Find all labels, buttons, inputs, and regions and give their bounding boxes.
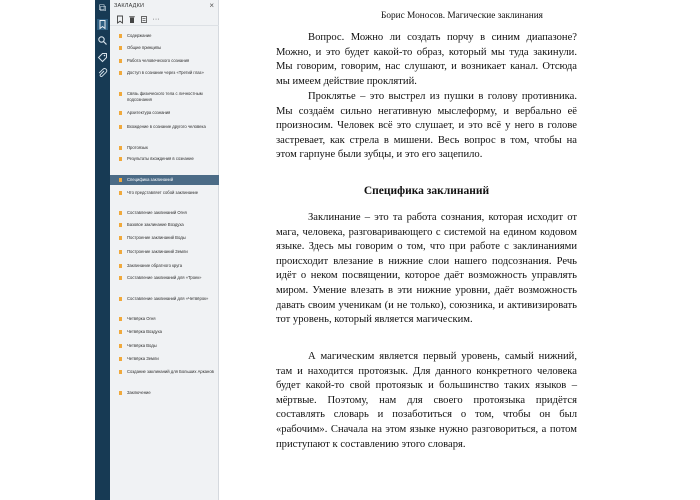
paragraph: Заклинание – это та работа сознания, которая исходит от мага, человека, разговаривающего с системой на едином кодовом языке. Здесь мы говорим о том, что при работе с заклинаниями происходит влезание в нижние слои нашего подсознания. Речь идёт о неком посвящении, которое даёт возможность управлять миром. Умение влезать в эти нижние уровни, даёт возможность давать своим ученикам (и не только), союзника, и активизировать тот уровень, который является магическим.: [276, 212, 577, 326]
bookmark-item[interactable]: Вхождение в сознание другого человека: [110, 124, 219, 137]
search-icon[interactable]: [97, 35, 108, 46]
bookmark-item[interactable]: Составление заклинаний для «Троек»: [110, 275, 219, 288]
bookmarks-toolbar: [110, 14, 219, 26]
bookmark-item[interactable]: Связь физического тела с личностным подсознания: [110, 91, 219, 104]
bookmark-bullet-icon: [119, 178, 122, 182]
paragraph: А магическим является первый уровень, самый нижний, там и находится протоязык. Для данного конкретного человека будет какой-то свой протоязык и большинство таких языков – мёртвые. Поэтому, нам для своего протоязыка придётся составлять словарь и позаботиться о том, чтобы он был «рабочим». Сначала на этом языке нужно разговориться, а потом приступают к составлению этого словаря.: [276, 351, 577, 450]
bookmark-bullet-icon: [119, 191, 122, 195]
bookmark-bullet-icon: [119, 297, 122, 301]
bookmark-item[interactable]: Доступ в сознание через «Третий глаз»: [110, 70, 219, 83]
bookmark-item[interactable]: Составление заклинаний Огня: [110, 210, 219, 218]
bookmark-item[interactable]: Работа человеческого сознания: [110, 58, 219, 66]
bookmark-bullet-icon: [119, 211, 122, 215]
bookmark-bullet-icon: [119, 125, 122, 129]
more-options-icon[interactable]: ···: [152, 16, 160, 23]
bookmark-bullet-icon: [119, 223, 122, 227]
bookmark-item[interactable]: Базовое заклинание Воздуха: [110, 222, 219, 230]
bookmark-bullet-icon: [119, 59, 122, 63]
bookmark-item[interactable]: Содержание: [110, 33, 219, 41]
delete-icon[interactable]: [128, 15, 136, 24]
running-head: Борис Моносов. Магические заклинания: [381, 11, 543, 21]
bookmark-item[interactable]: Протоязык: [110, 145, 219, 153]
bookmark-item[interactable]: Общие принципы: [110, 45, 219, 53]
bookmark-item-selected[interactable]: Специфика заклинаний: [110, 175, 219, 185]
bookmark-bullet-icon: [119, 92, 122, 96]
bookmark-item[interactable]: Архитектура сознания: [110, 110, 219, 118]
bookmark-item[interactable]: Что представляет собой заклинание: [110, 190, 219, 203]
bookmark-item[interactable]: Заключение: [110, 390, 219, 398]
attachment-icon[interactable]: [97, 68, 108, 79]
bookmark-bullet-icon: [119, 330, 122, 334]
bookmark-item[interactable]: Результаты вхождения в сознание: [110, 156, 219, 169]
bookmark-bullet-icon: [119, 344, 122, 348]
panel-title: ЗАКЛАДКИ: [114, 3, 145, 9]
bookmark-item[interactable]: Четвёрка Земли: [110, 356, 219, 364]
bookmark-item[interactable]: Построение заклинаний Воды: [110, 235, 219, 243]
bookmark-bullet-icon: [119, 111, 122, 115]
bookmark-item[interactable]: Четвёрка Воздуха: [110, 329, 219, 337]
bookmark-bullet-icon: [119, 317, 122, 321]
bookmark-item[interactable]: Заклинание обратного круга: [110, 263, 219, 271]
bookmark-bullet-icon: [119, 250, 122, 254]
bookmark-bullet-icon: [119, 370, 122, 374]
tag-icon[interactable]: [97, 52, 108, 63]
bookmark-bullet-icon: [119, 276, 122, 280]
bookmark-item[interactable]: Создание заклинаний для Больших Арканов: [110, 369, 219, 382]
bookmark-bullet-icon: [119, 236, 122, 240]
bookmark-bullet-icon: [119, 146, 122, 150]
bookmark-bullet-icon: [119, 34, 122, 38]
bookmark-bullet-icon: [119, 71, 122, 75]
paragraph: Вопрос. Можно ли создать порчу в синим диапазоне? Можно, и это будет какой-то образ, который мы туда закинули. Мы говорим, говорим, нас слушают, и возникает канал. Отсюда мы имеем действие проклятий.: [276, 32, 577, 87]
expand-icon[interactable]: [140, 15, 148, 24]
bookmark-icon[interactable]: [97, 19, 108, 30]
bookmark-item[interactable]: Четвёрка Огня: [110, 316, 219, 324]
bookmarks-panel: [110, 0, 219, 500]
section-heading: Специфика заклинаний: [363, 185, 490, 197]
bookmark-item[interactable]: Построение заклинаний Земли: [110, 249, 219, 257]
bookmark-bullet-icon: [119, 357, 122, 361]
bookmark-bullet-icon: [119, 391, 122, 395]
paragraph: Проклятье – это выстрел из пушки в голову противника. Мы создаём сильно негативную мыслеформу, и вербально её произносим. Человек всё это слушает, и это всё у него в голове застревает, как стрела в мишени. Весь вопрос в том, чтобы на этом гарпуне были зубцы, и это его зацепило.: [276, 91, 577, 161]
bookmark-item[interactable]: Четвёрка Воды: [110, 343, 219, 351]
bookmark-item[interactable]: Составление заклинаний для «Четвёрок»: [110, 296, 219, 309]
left-rail: [0, 0, 110, 500]
close-icon[interactable]: ×: [209, 1, 214, 10]
bookmark-bullet-icon: [119, 157, 122, 161]
bookmark-bullet-icon: [119, 46, 122, 50]
panel-header: [110, 0, 219, 14]
bookmark-bullet-icon: [119, 264, 122, 268]
pages-icon[interactable]: ⧉: [98, 3, 107, 14]
document-page: [245, 0, 595, 500]
add-bookmark-icon[interactable]: [116, 15, 124, 24]
